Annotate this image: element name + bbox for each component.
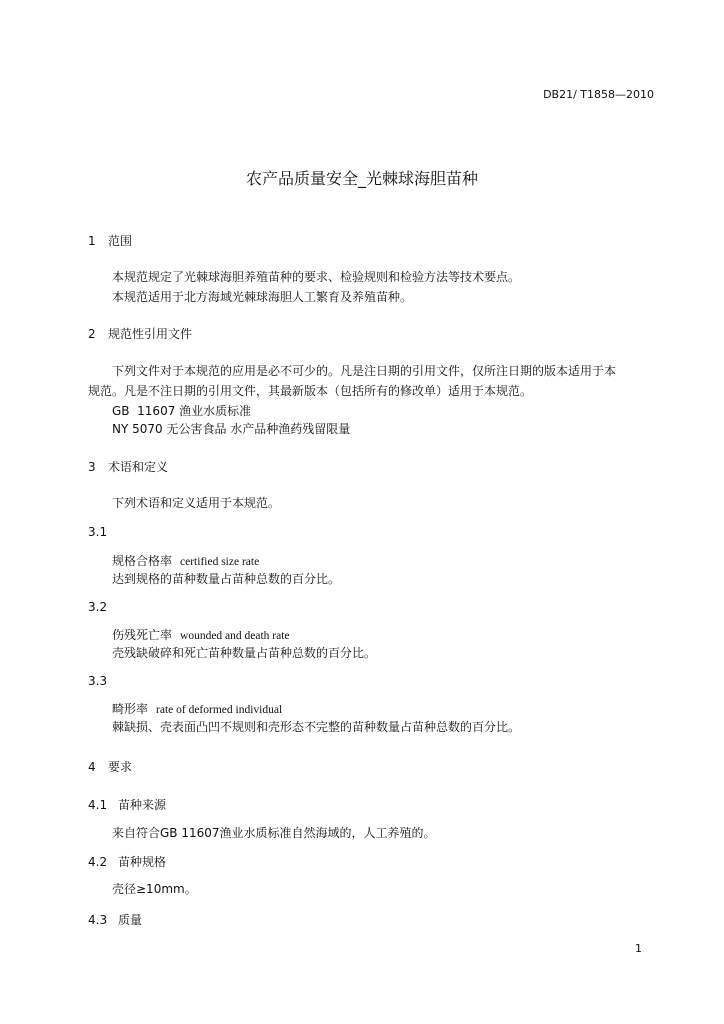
section-title: 范围 <box>108 234 133 248</box>
reference-item: NY 5070 无公害食品 水产品种渔药残留限量 <box>112 422 351 436</box>
term-en: certified size rate <box>180 556 260 568</box>
term-name <box>112 626 290 643</box>
paragraph: 本规范规定了光棘球海胆养殖苗种的要求、检验规则和检验方法等技术要点。 <box>112 270 521 284</box>
paragraph: 来自符合GB 11607渔业水质标准自然海域的，人工养殖的。 <box>112 826 436 840</box>
reference-item: GB 11607 渔业水质标准 <box>112 404 252 418</box>
section-3-heading <box>88 458 168 475</box>
subsection-4-1-heading <box>88 796 166 813</box>
term-definition: 棘缺损、壳表面凸凹不规则和壳形态不完整的苗种数量占苗种总数的百分比。 <box>112 720 521 734</box>
term-name <box>112 700 282 717</box>
paragraph-line: 下列文件对于本规范的应用是必不可少的。凡是注日期的引用文件，仅所注日期的版本适用于本 <box>112 364 617 378</box>
section-title: 要求 <box>108 760 133 774</box>
paragraph-line: 规范。凡是不注日期的引用文件，其最新版本（包括所有的修改单）适用于本规范。 <box>88 384 533 398</box>
section-number: 1 <box>88 234 96 248</box>
section-title: 规范性引用文件 <box>108 327 193 341</box>
subsection-title: 苗种规格 <box>118 855 167 869</box>
term-cn: 伤残死亡率 <box>112 628 173 642</box>
term-number: 3.1 <box>88 525 108 539</box>
term-definition: 达到规格的苗种数量占苗种总数的百分比。 <box>112 572 341 586</box>
subsection-number: 4.3 <box>88 913 108 927</box>
section-number: 2 <box>88 327 96 341</box>
term-name <box>112 552 259 569</box>
subsection-4-2-heading <box>88 853 166 870</box>
paragraph: 下列术语和定义适用于本规范。 <box>112 496 281 510</box>
subsection-title: 苗种来源 <box>118 798 167 812</box>
term-en: rate of deformed individual <box>156 704 283 716</box>
term-cn: 规格合格率 <box>112 554 173 568</box>
section-number: 3 <box>88 460 96 474</box>
term-number: 3.2 <box>88 600 108 614</box>
term-cn: 畸形率 <box>112 702 149 716</box>
page-number: 1 <box>635 942 642 955</box>
document-title: 农产品质量安全_光棘球海胆苗种 <box>245 169 478 188</box>
paragraph: 本规范适用于北方海域光棘球海胆人工繁育及养殖苗种。 <box>112 290 413 304</box>
subsection-title: 质量 <box>118 913 143 927</box>
subsection-number: 4.1 <box>88 798 108 812</box>
paragraph: 壳径≥10mm。 <box>112 882 197 896</box>
term-number: 3.3 <box>88 674 108 688</box>
section-1-heading <box>88 232 132 249</box>
subsection-4-3-heading <box>88 911 142 928</box>
term-definition: 壳残缺破碎和死亡苗种数量占苗种总数的百分比。 <box>112 646 377 660</box>
subsection-number: 4.2 <box>88 855 108 869</box>
standard-code: DB21/ T1858—2010 <box>543 88 654 101</box>
term-en: wounded and death rate <box>180 630 290 642</box>
section-title: 术语和定义 <box>108 460 169 474</box>
section-number: 4 <box>88 760 96 774</box>
section-4-heading <box>88 758 132 775</box>
section-2-heading <box>88 325 192 342</box>
